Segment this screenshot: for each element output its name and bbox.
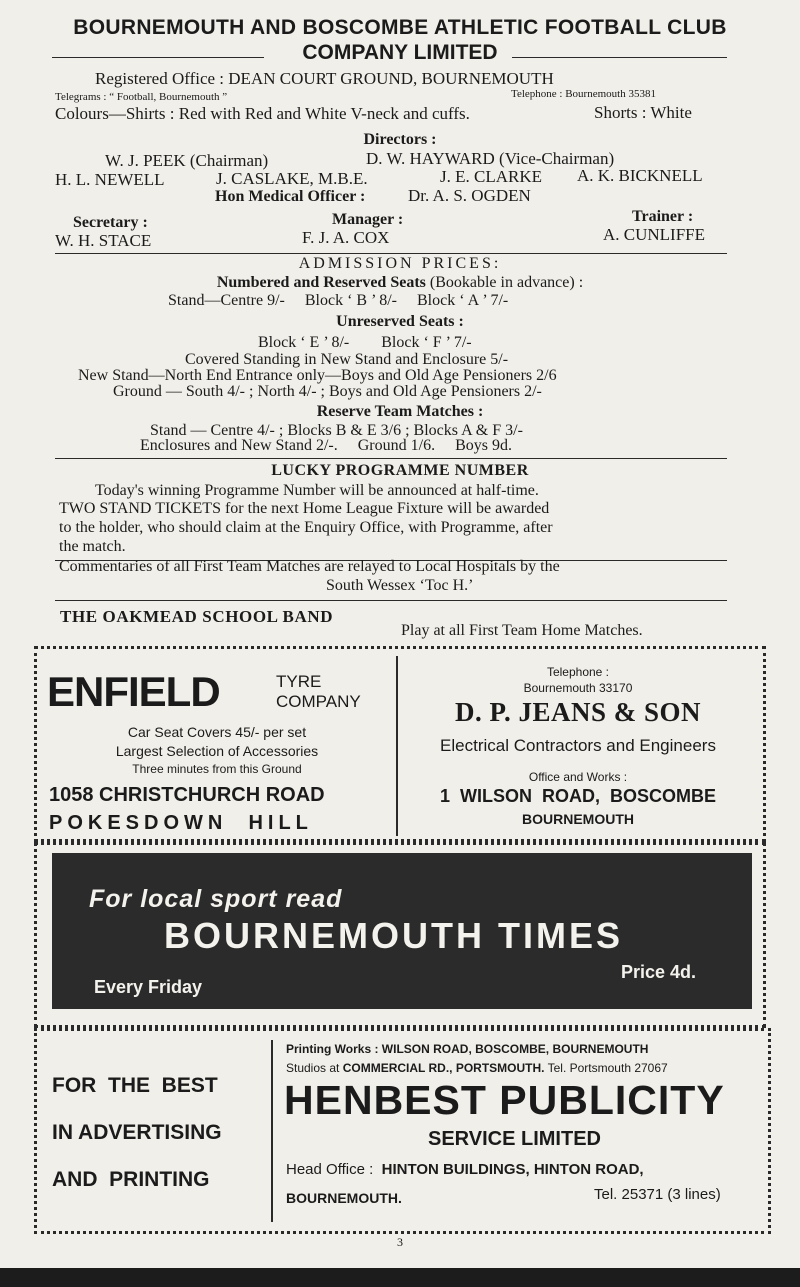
covered-standing: Covered Standing in New Stand and Enclosure 5/- <box>185 351 509 368</box>
jeans-office-label: Office and Works : <box>528 770 628 784</box>
times-title: BOURNEMOUTH TIMES <box>164 915 623 956</box>
director-bicknell: A. K. BICKNELL <box>577 166 703 185</box>
enfield-company: COMPANY <box>276 692 361 711</box>
reserved-prices: Stand—Centre 9/- Block ‘ B ’ 8/- Block ‘ A ’ 7/- <box>168 292 509 309</box>
telegrams: Telegrams : “ Football, Bournemouth ” <box>55 91 228 103</box>
jeans-name: D. P. JEANS & SON <box>454 697 702 727</box>
henbest-left-3: AND PRINTING <box>52 1168 210 1191</box>
enfield-line-3: Three minutes from this Ground <box>132 762 302 776</box>
ad-divider <box>396 656 398 836</box>
band-title: THE OAKMEAD SCHOOL BAND <box>60 607 334 626</box>
page-number: 3 <box>397 1235 403 1249</box>
telephone: Telephone : Bournemouth 35381 <box>511 88 656 100</box>
club-title: BOURNEMOUTH AND BOSCOMBE ATHLETIC FOOTBALL CLUB <box>73 16 727 39</box>
commentaries-line-1: Commentaries of all First Team Matches are relayed to Local Hospitals by the <box>59 558 560 575</box>
reserve-heading: Reserve Team Matches : <box>316 403 484 420</box>
trainer-name: A. CUNLIFFE <box>603 225 706 244</box>
director-vice-chairman: D. W. HAYWARD (Vice-Chairman) <box>366 149 615 168</box>
new-stand-prices: New Stand—North End Entrance only—Boys and Old Age Pensioners 2/6 <box>78 367 557 384</box>
times-day: Every Friday <box>94 977 203 997</box>
reserved-seats-line: Numbered and Reserved Seats (Bookable in advance) : <box>216 274 584 291</box>
henbest-head-office: Head Office : HINTON BUILDINGS, HINTON ROAD, <box>286 1161 644 1178</box>
secretary-label: Secretary : <box>73 214 148 231</box>
enfield-area: POKESDOWN HILL <box>49 812 313 834</box>
jeans-address: 1 WILSON ROAD, BOSCOMBE <box>439 786 716 806</box>
reserve-line-2: Enclosures and New Stand 2/-. Ground 1/6. Boys 9d. <box>140 437 512 454</box>
director-newell: H. L. NEWELL <box>55 170 165 189</box>
times-price: Price 4d. <box>621 962 697 982</box>
jeans-tel-label: Telephone : <box>546 665 610 679</box>
henbest-works: Printing Works : WILSON ROAD, BOSCOMBE, BOURNEMOUTH <box>286 1042 649 1056</box>
secretary-name: W. H. STACE <box>55 231 152 250</box>
lucky-line-1: Today's winning Programme Number will be announced at half-time. <box>95 482 539 499</box>
commentaries-line-2: South Wessex ‘Toc H.’ <box>326 577 474 594</box>
henbest-divider <box>271 1040 273 1222</box>
enfield-tyre: TYRE <box>276 672 322 691</box>
trainer-label: Trainer : <box>632 208 694 225</box>
unreserved-heading: Unreserved Seats : <box>336 313 464 330</box>
henbest-service: SERVICE LIMITED <box>428 1128 601 1150</box>
director-caslake: J. CASLAKE, M.B.E. <box>216 169 368 188</box>
lucky-line-2: TWO STAND TICKETS for the next Home League Fixture will be awarded <box>59 500 550 517</box>
ground-prices: Ground — South 4/- ; North 4/- ; Boys and Old Age Pensioners 2/- <box>113 383 542 400</box>
henbest-left-1: FOR THE BEST <box>52 1074 218 1097</box>
colours: Colours—Shirts : Red with Red and White V-neck and cuffs. <box>55 104 470 123</box>
jeans-trade: Electrical Contractors and Engineers <box>440 736 716 755</box>
henbest-left-2: IN ADVERTISING <box>52 1121 222 1144</box>
henbest-studios: Studios at COMMERCIAL RD., PORTSMOUTH. Tel. Portsmouth 27067 <box>286 1061 668 1075</box>
henbest-town: BOURNEMOUTH. <box>286 1190 402 1206</box>
bottom-edge <box>0 1268 800 1287</box>
director-clarke: J. E. CLARKE <box>440 167 542 186</box>
medical-label: Hon Medical Officer : <box>215 188 366 205</box>
unreserved-prices: Block ‘ E ’ 8/- Block ‘ F ’ 7/- <box>258 334 472 351</box>
directors-heading: Directors : <box>363 131 437 148</box>
shorts: Shorts : White <box>594 103 692 122</box>
enfield-address: 1058 CHRISTCHURCH ROAD <box>49 784 325 806</box>
manager-label: Manager : <box>332 211 404 228</box>
reserve-line-1: Stand — Centre 4/- ; Blocks B & E 3/6 ; Blocks A & F 3/- <box>150 422 523 439</box>
medical-name: Dr. A. S. OGDEN <box>408 186 531 205</box>
director-chairman: W. J. PEEK (Chairman) <box>105 151 269 170</box>
manager-name: F. J. A. COX <box>302 228 390 247</box>
bournemouth-times-ad <box>52 853 752 1009</box>
company-title: COMPANY LIMITED <box>302 41 498 64</box>
lucky-line-3: to the holder, who should claim at the Enquiry Office, with Programme, after <box>59 519 553 536</box>
enfield-line-2: Largest Selection of Accessories <box>115 743 319 759</box>
registered-office: Registered Office : DEAN COURT GROUND, BOURNEMOUTH <box>95 69 554 88</box>
lucky-heading: LUCKY PROGRAMME NUMBER <box>271 462 529 479</box>
henbest-name: HENBEST PUBLICITY <box>284 1077 725 1123</box>
band-note: Play at all First Team Home Matches. <box>401 622 643 639</box>
jeans-tel-number: Bournemouth 33170 <box>523 681 633 695</box>
admission-heading: ADMISSION PRICES: <box>298 255 502 272</box>
lucky-line-4: the match. <box>59 538 126 555</box>
enfield-logo: ENFIELD <box>47 668 220 715</box>
times-tagline: For local sport read <box>89 885 343 913</box>
henbest-tel: Tel. 25371 (3 lines) <box>594 1186 721 1203</box>
enfield-line-1: Car Seat Covers 45/- per set <box>127 724 307 740</box>
jeans-town: BOURNEMOUTH <box>522 811 634 827</box>
